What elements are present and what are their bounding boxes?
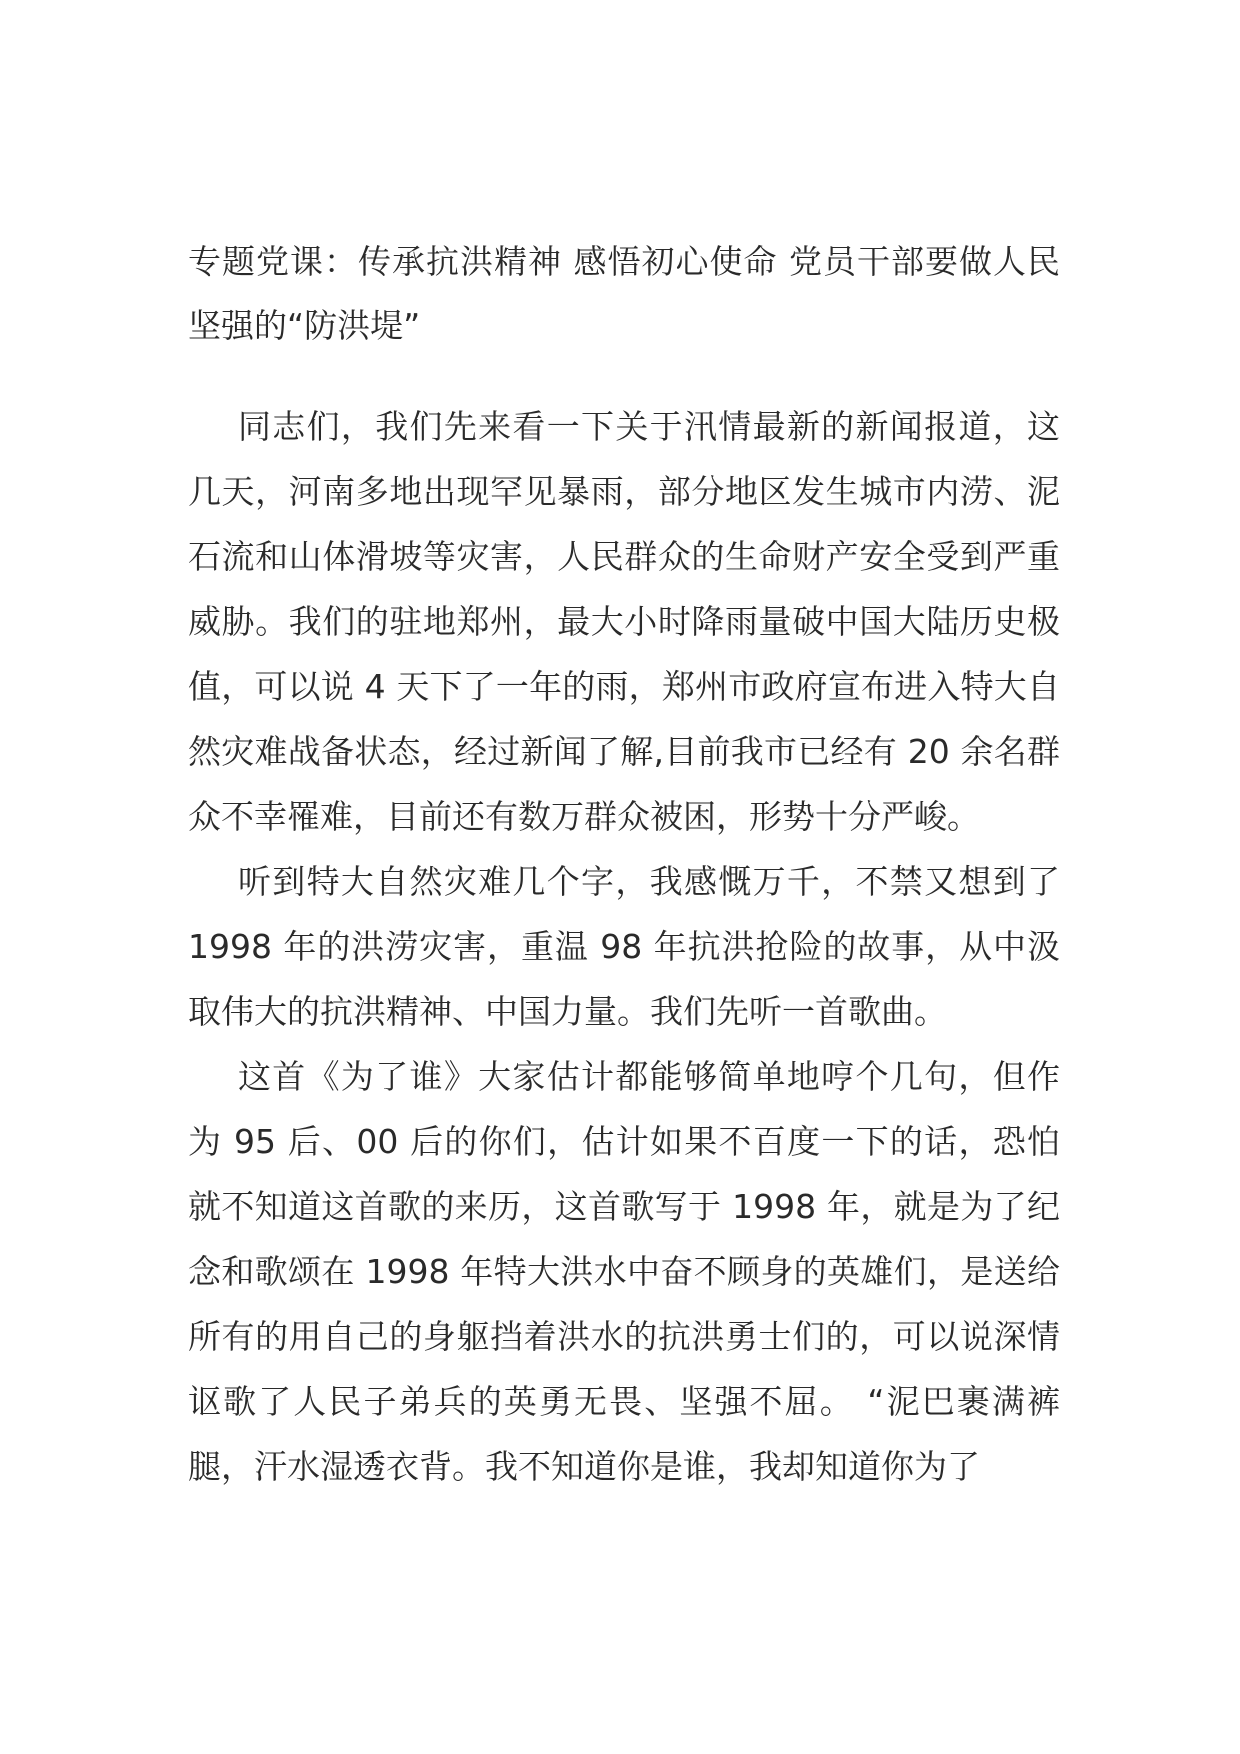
paragraph-song-for-whom: 这首《为了谁》大家估计都能够简单地哼个几句，但作为 95 后、00 后的你们，估计如果不百度一下的话，恐怕就不知道这首歌的来历，这首歌写于 1998 年，就是为了纪念和歌颂在 1998 年特大洪水中奋不顾身的英雄们，是送给所有的用自己的身躯挡着洪水的抗洪勇士们的，可以说深情讴歌了人民子弟兵的英勇无畏、坚强不屈。 “泥巴裹满裤腿，汗水湿透衣背。我不知道你是谁，我却知道你为了 — [188, 1057, 1060, 1486]
document-title: 专题党课：传承抗洪精神 感悟初心使命 党员干部要做人民坚强的“防洪堤” — [188, 242, 1060, 345]
paragraph-1998-flood: 听到特大自然灾难几个字，我感慨万千，不禁又想到了 1998 年的洪涝灾害，重温 98 年抗洪抢险的故事，从中汲取伟大的抗洪精神、中国力量。我们先听一首歌曲。 — [188, 862, 1060, 1031]
document-page — [188, 230, 1060, 1499]
paragraph-flood-news: 同志们，我们先来看一下关于汛情最新的新闻报道，这几天，河南多地出现罕见暴雨，部分地区发生城市内涝、泥石流和山体滑坡等灾害，人民群众的生命财产安全受到严重威胁。我们的驻地郑州，最大小时降雨量破中国大陆历史极值，可以说 4 天下了一年的雨，郑州市政府宣布进入特大自然灾难战备状态，经过新闻了解,目前我市已经有 20 余名群众不幸罹难，目前还有数万群众被困，形势十分严峻。 — [188, 407, 1060, 836]
